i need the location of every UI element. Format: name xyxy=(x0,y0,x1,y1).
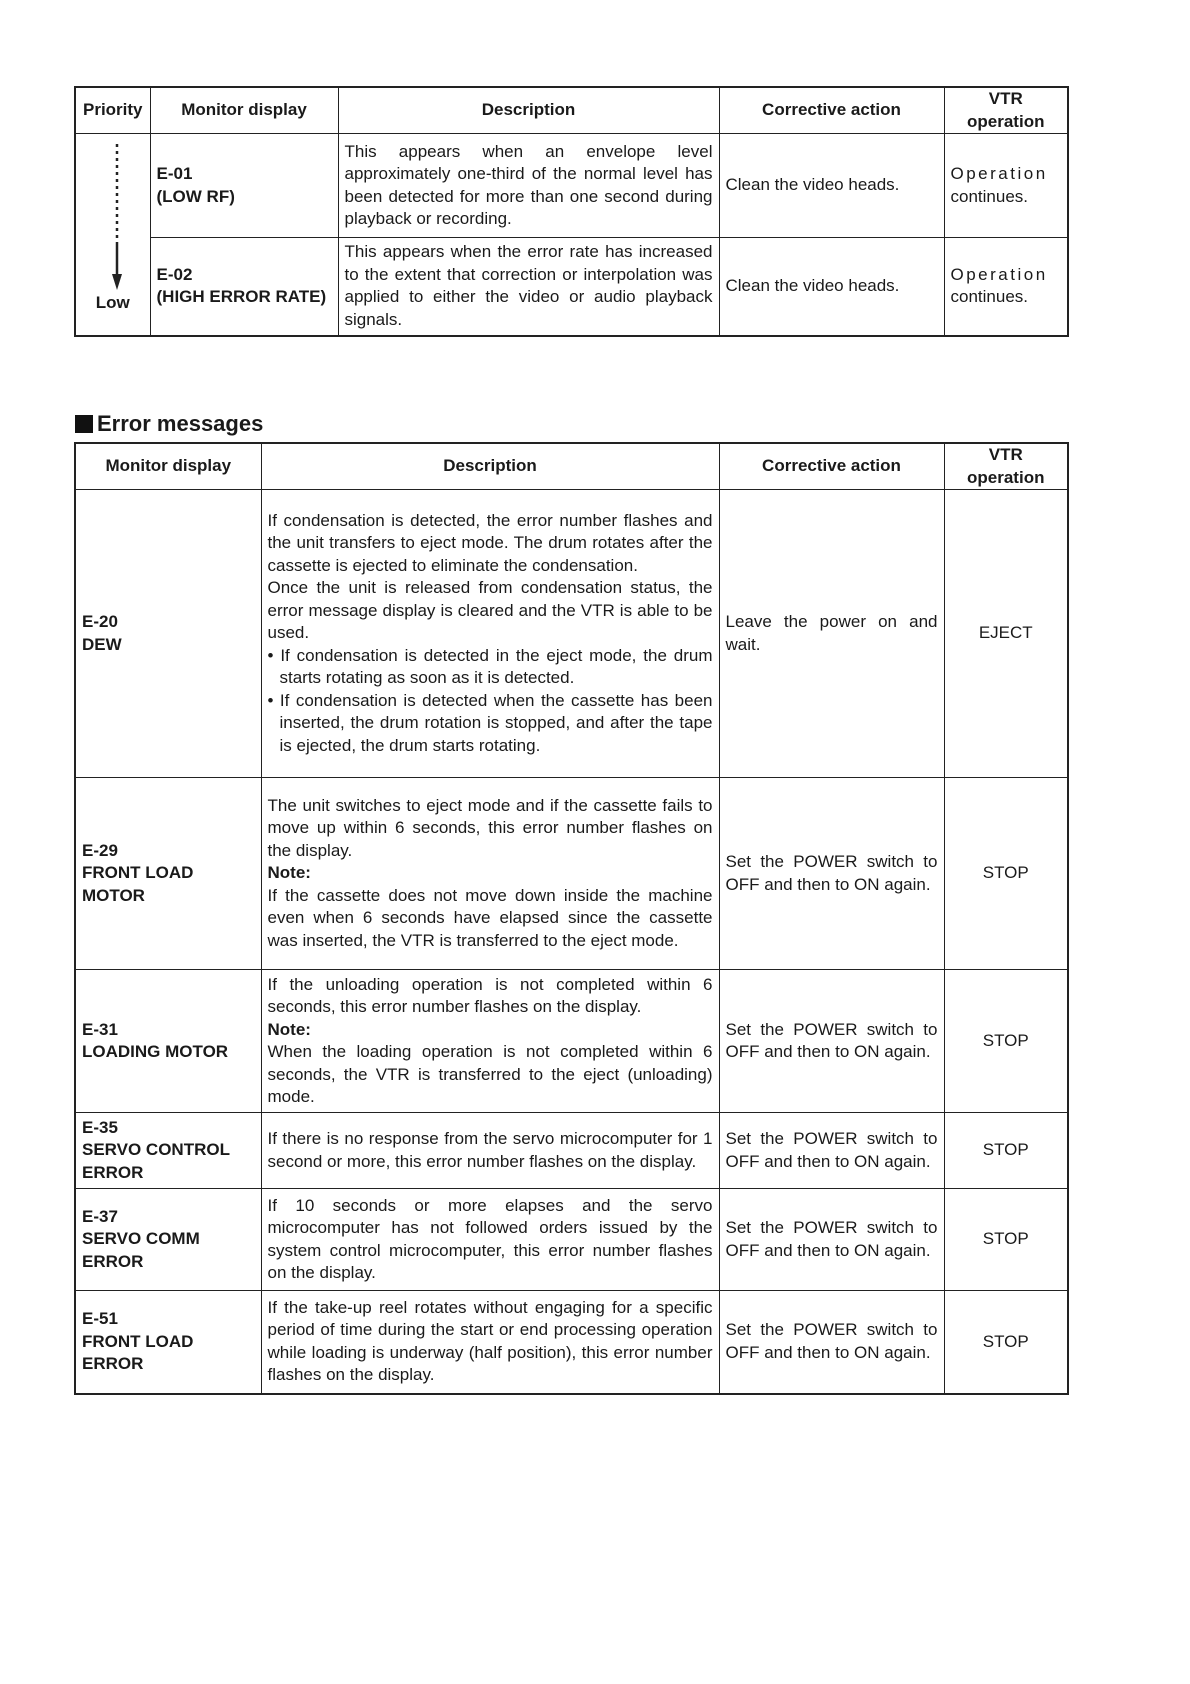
display-name: FRONT LOAD MOTOR xyxy=(82,863,194,905)
header-priority: Priority xyxy=(75,87,150,134)
monitor-display-cell xyxy=(75,1291,261,1394)
description-paragraph: If condensation is detected, the error number flashes and the unit transfers to eject mode. The drum rotates after the cassette is ejected to eliminate the condensation. xyxy=(267,510,713,575)
bullet-text: If condensation is detected when the cassette has been inserted, the drum rotation is stopped, and after the tape is ejected, the drum starts rotating. xyxy=(279,690,713,755)
display-name: (LOW RF) xyxy=(156,186,235,206)
table-row xyxy=(75,490,1068,778)
description-cell: If the take-up reel rotates without engaging for a specific period of time during the start or end processing operation while loading is underway (half position), this error number flashes on the display. xyxy=(261,1291,719,1394)
action-cell: Set the POWER switch to OFF and then to ON again. xyxy=(719,1113,944,1189)
operation-line2: continues. xyxy=(950,186,1028,206)
note-text: If the cassette does not move down inside the machine even when 6 seconds have elapsed since the cassette was inserted, the VTR is transferred to the eject mode. xyxy=(267,885,713,950)
section-heading xyxy=(75,411,263,437)
warning-table xyxy=(74,86,1069,337)
header-vtr-operation: VTR operation xyxy=(944,443,1068,490)
display-code: E-35 xyxy=(82,1117,118,1137)
operation-line1: Operation xyxy=(950,164,1048,183)
square-bullet-icon xyxy=(75,415,93,433)
monitor-display-cell xyxy=(75,490,261,778)
display-name: DEW xyxy=(82,634,122,654)
display-name: (HIGH ERROR RATE) xyxy=(156,287,327,307)
table-row xyxy=(75,134,1068,238)
operation-cell: STOP xyxy=(944,1291,1068,1394)
description-cell: If 10 seconds or more elapses and the servo microcomputer has not followed orders issued by the system control microcomputer, this error number flashes on the display. xyxy=(261,1189,719,1291)
note-label: Note: xyxy=(267,1019,311,1039)
operation-cell: STOP xyxy=(944,778,1068,970)
table-row xyxy=(75,970,1068,1113)
description-cell xyxy=(261,490,719,778)
priority-cell xyxy=(75,134,150,336)
error-messages-table xyxy=(74,442,1069,1395)
operation-cell xyxy=(944,238,1068,336)
display-name: SERVO COMM ERROR xyxy=(82,1229,200,1271)
table-row xyxy=(75,238,1068,336)
description-cell xyxy=(261,778,719,970)
display-name: FRONT LOAD ERROR xyxy=(82,1331,194,1373)
operation-cell: EJECT xyxy=(944,490,1068,778)
display-name: LOADING MOTOR xyxy=(82,1042,229,1061)
operation-cell xyxy=(944,134,1068,238)
error-table-header xyxy=(75,443,1068,490)
operation-cell: STOP xyxy=(944,970,1068,1113)
header-description: Description xyxy=(261,443,719,490)
monitor-display-cell xyxy=(75,970,261,1113)
note-label: Note: xyxy=(267,863,311,883)
priority-arrow-icon xyxy=(112,142,122,292)
display-code: E-37 xyxy=(82,1206,118,1226)
description-cell: If there is no response from the servo microcomputer for 1 second or more, this error number flashes on the display. xyxy=(261,1113,719,1189)
action-cell: Set the POWER switch to OFF and then to ON again. xyxy=(719,778,944,970)
monitor-display-cell xyxy=(75,1113,261,1189)
display-code: E-02 xyxy=(156,264,193,284)
header-corrective-action: Corrective action xyxy=(719,87,944,134)
header-description: Description xyxy=(338,87,719,134)
bullet-item: • If condensation is detected in the eject mode, the drum starts rotating as soon as it is detected. xyxy=(267,645,713,688)
monitor-display-cell xyxy=(150,238,338,336)
table-row xyxy=(75,1291,1068,1394)
table-row xyxy=(75,778,1068,970)
action-cell: Set the POWER switch to OFF and then to ON again. xyxy=(719,970,944,1113)
action-cell: Clean the video heads. xyxy=(719,134,944,238)
action-cell: Set the POWER switch to OFF and then to ON again. xyxy=(719,1291,944,1394)
warning-table-header xyxy=(75,87,1068,134)
section-title: Error messages xyxy=(97,411,264,436)
display-code: E-01 xyxy=(156,164,193,183)
note-text: When the loading operation is not completed within 6 seconds, the VTR is transferred to the eject (unloading) mode. xyxy=(267,1042,713,1106)
operation-line2: continues. xyxy=(950,287,1028,307)
display-code: E-31 xyxy=(82,1019,118,1039)
display-code: E-20 xyxy=(82,612,118,631)
bullet-text: If condensation is detected in the eject mode, the drum starts rotating as soon as it is detected. xyxy=(279,645,713,688)
display-code: E-29 xyxy=(82,840,118,860)
bullet-item: • If condensation is detected when the cassette has been inserted, the drum rotation is stopped, and after the tape is ejected, the drum starts rotating. xyxy=(267,690,713,755)
monitor-display-cell xyxy=(150,134,338,238)
description-paragraph: If the unloading operation is not completed within 6 seconds, this error number flashes on the display. xyxy=(267,974,713,1016)
operation-line1: Operation xyxy=(950,264,1048,284)
display-code: E-51 xyxy=(82,1309,118,1328)
operation-cell: STOP xyxy=(944,1189,1068,1291)
action-cell: Clean the video heads. xyxy=(719,238,944,336)
table-row xyxy=(75,1113,1068,1189)
operation-cell: STOP xyxy=(944,1113,1068,1189)
description-paragraph: Once the unit is released from condensation status, the error message display is cleared and the VTR is able to be used. xyxy=(267,578,713,643)
display-name: SERVO CONTROL ERROR xyxy=(82,1140,230,1182)
monitor-display-cell xyxy=(75,778,261,970)
description-cell: This appears when an envelope level approximately one-third of the normal level has been detected for more than one second during playback or recording. xyxy=(338,134,719,238)
action-cell: Set the POWER switch to OFF and then to ON again. xyxy=(719,1189,944,1291)
priority-low-label: Low xyxy=(95,293,130,312)
header-monitor-display: Monitor display xyxy=(75,443,261,490)
description-cell xyxy=(261,970,719,1113)
monitor-display-cell xyxy=(75,1189,261,1291)
table-row xyxy=(75,1189,1068,1291)
header-corrective-action: Corrective action xyxy=(719,443,944,490)
description-cell: This appears when the error rate has increased to the extent that correction or interpolation was applied to either the video or audio playback signals. xyxy=(338,238,719,336)
header-vtr-operation: VTR operation xyxy=(944,87,1068,134)
action-cell: Leave the power on and wait. xyxy=(719,490,944,778)
header-monitor-display: Monitor display xyxy=(150,87,338,134)
description-paragraph: The unit switches to eject mode and if the cassette fails to move up within 6 seconds, this error number flashes on the display. xyxy=(267,795,713,860)
